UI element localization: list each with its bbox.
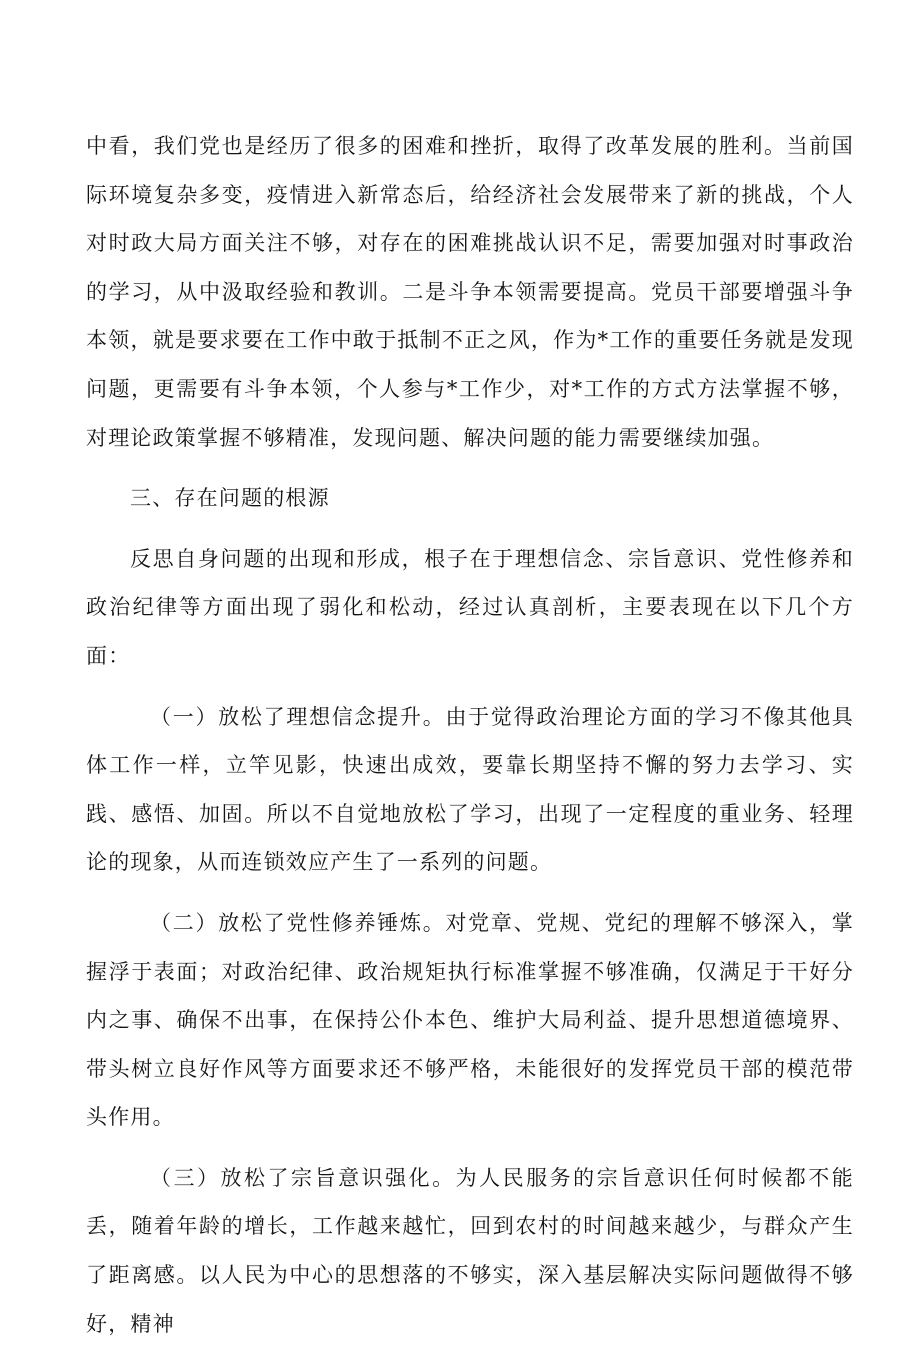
paragraph-item-1: （一）放松了理想信念提升。由于觉得政治理论方面的学习不像其他具体工作一样，立竿见影，快速出成效，要靠长期坚持不懈的努力去学习、实践、感悟、加固。所以不自觉地放松了学习，出现了一定程度的重业务、轻理论的现象，从而连锁效应产生了一系列的问题。: [86, 704, 854, 875]
paragraph-intro: 反思自身问题的出现和形成，根子在于理想信念、宗旨意识、党性修养和政治纪律等方面出现了弱化和松动，经过认真剖析，主要表现在以下几个方面：: [86, 546, 854, 668]
section-heading: 三、存在问题的根源: [130, 486, 330, 511]
paragraph-continuation: 中看，我们党也是经历了很多的困难和挫折，取得了改革发展的胜利。当前国际环境复杂多变，疫情进入新常态后，给经济社会发展带来了新的挑战，个人对时政大局方面关注不够，对存在的困难挑战认识不足，需要加强对时事政治的学习，从中汲取经验和教训。二是斗争本领需要提高。党员干部要增强斗争本领，就是要求要在工作中敢于抵制不正之风，作为*工作的重要任务就是发现问题，更需要有斗争本领，个人参与*工作少，对*工作的方式方法掌握不够，对理论政策掌握不够精准，发现问题、解决问题的能力需要继续加强。: [86, 134, 854, 450]
paragraph-item-3: （三）放松了宗旨意识强化。为人民服务的宗旨意识任何时候都不能丢，随着年龄的增长，工作越来越忙，回到农村的时间越来越少，与群众产生了距离感。以人民为中心的思想落的不够实，深入基层解决实际问题做得不够好，精神: [86, 1165, 854, 1336]
paragraph-item-2: （二）放松了党性修养锤炼。对党章、党规、党纪的理解不够深入，掌握浮于表面；对政治纪律、政治规矩执行标准掌握不够准确，仅满足于干好分内之事、确保不出事，在保持公仆本色、维护大局利益、提升思想道德境界、带头树立良好作风等方面要求还不够严格，未能很好的发挥党员干部的模范带头作用。: [86, 910, 854, 1130]
